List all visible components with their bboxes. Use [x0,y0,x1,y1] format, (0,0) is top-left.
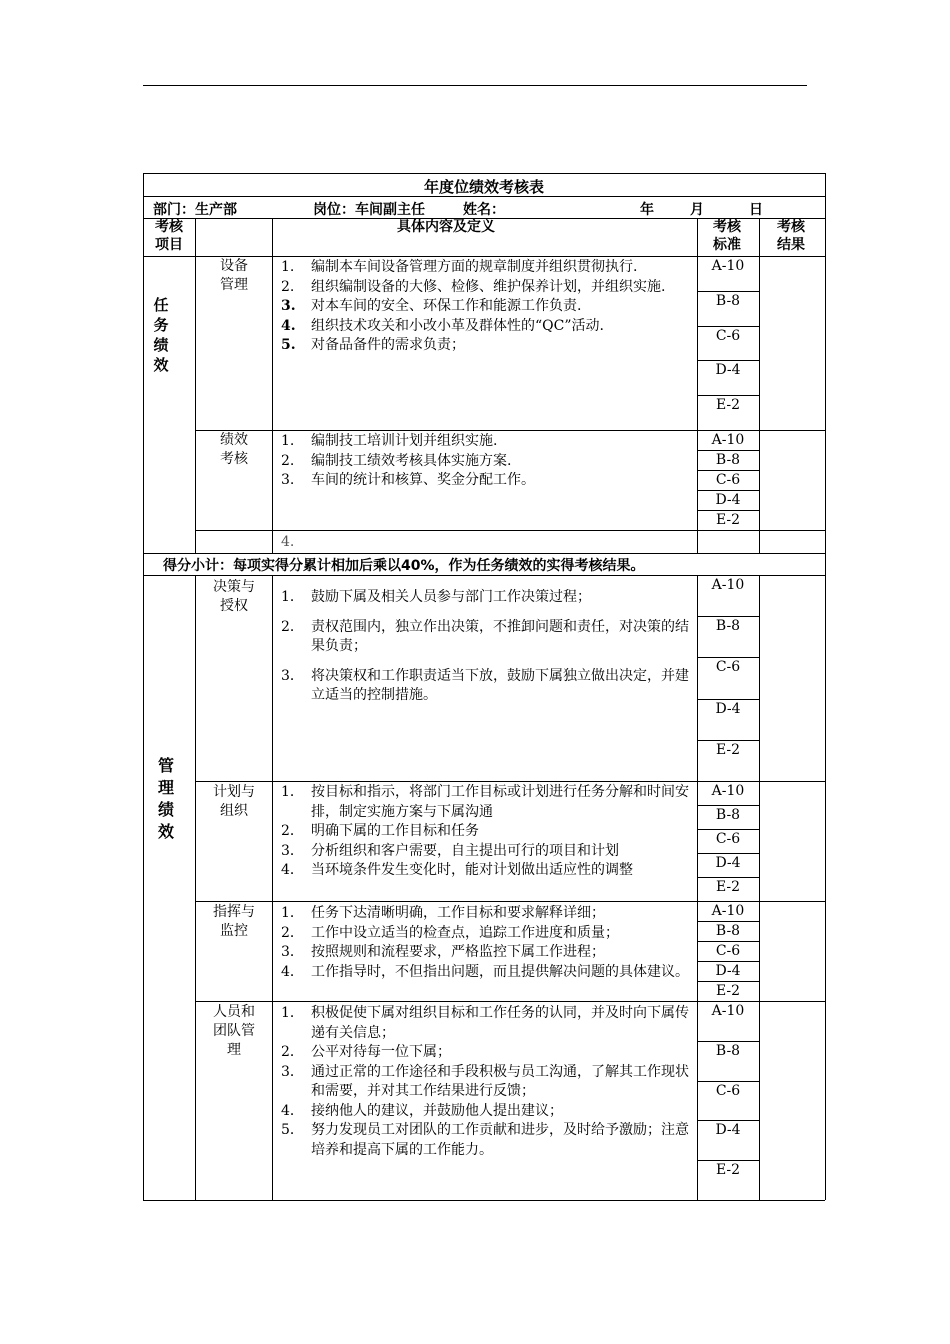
list-item [281,278,693,298]
decision-authorization-items [281,588,693,778]
item-text: 编制技工培训计划并组织实施. [311,433,498,449]
item-text: 组织编制设备的大修、检修、维护保养计划，并组织实施. [311,278,666,295]
department-label: 部门：生产部 [153,202,237,218]
task-performance-label: 任务绩效 [153,296,169,374]
grade-c: C-6 [715,1082,741,1099]
item-text: 任务下达清晰明确，工作目标和要求解释详细； [311,905,605,921]
grade-d: D-4 [715,1122,741,1139]
item-text: 责权范围内，独立作出决策，不推卸问题和责任，对决策的结果负责； [311,618,689,654]
item-text: 对备品备件的需求负责； [311,337,465,353]
section-performance-review: 绩效考核 [220,432,248,467]
item-text: 将决策权和工作职责适当下放，鼓励下属独立做出决定，并建立适当的控制措施。 [311,667,689,703]
extra-item-number: 4. [281,534,295,550]
list-item [281,1121,693,1160]
grade-d: D-4 [715,963,741,979]
list-item [281,667,693,706]
grid-rule [759,218,760,553]
grade-c: C-6 [715,659,741,676]
month-label: 月 [690,202,704,218]
header-rule [143,85,807,86]
performance-review-items [281,432,693,528]
item-text: 按目标和指示，将部门工作目标或计划进行任务分解和时间安排，制定实施方案与下属沟通 [311,784,689,820]
item-number: 1． [281,1005,304,1021]
grid-rule [195,575,196,1200]
item-number: 2． [281,1044,304,1060]
item-number: 3． [281,667,304,684]
item-number: 5. [281,337,296,353]
management-performance-label: 管理绩效 [157,756,174,841]
header-content: 具体内容及定义 [397,219,495,235]
item-number: 1． [281,589,304,605]
list-item [281,822,693,842]
grade-c: C-6 [715,943,741,959]
item-number: 2． [281,618,304,635]
grade-b: B-8 [715,923,741,939]
list-item [281,618,693,657]
item-number: 2. [281,452,295,469]
item-number: 3. [281,298,296,314]
header-result: 考核结果 [777,219,805,253]
grade-e: E-2 [715,512,741,528]
section-decision-authorization: 决策与授权 [213,579,255,614]
list-item [281,336,693,356]
item-text: 分析组织和客户需要，自主提出可行的项目和计划 [311,842,619,859]
grade-b: B-8 [715,292,741,309]
section-planning-organizing: 计划与组织 [213,784,255,819]
grid-rule [272,575,273,1200]
list-item [281,297,693,317]
subtotal-note: 得分小计：每项实得分累计相加后乘以40%，作为任务绩效的实得考核结果。 [163,558,645,574]
header-item: 考核项目 [155,219,183,253]
grade-e: E-2 [715,741,741,758]
item-text: 编制本车间设备管理方面的规章制度并组织贯彻执行. [311,259,638,275]
grid-rule [195,218,196,553]
grade-d: D-4 [715,855,741,871]
list-item [281,258,693,278]
item-number: 1． [281,905,304,921]
grid-rule [143,1200,825,1201]
name-label: 姓名： [463,202,505,218]
list-item [281,1043,693,1063]
item-number: 1. [281,259,295,275]
grade-d: D-4 [715,362,741,379]
section-command-monitoring: 指挥与监控 [213,904,255,939]
year-label: 年 [640,202,654,218]
planning-organizing-items [281,783,693,901]
people-team-management-items [281,1004,693,1194]
grade-a: A-10 [711,577,745,593]
grade-b: B-8 [715,1042,741,1059]
section-equipment-management: 设备管理 [220,258,248,293]
grade-a: A-10 [711,1003,745,1019]
list-item [281,471,693,491]
grade-b: B-8 [715,807,741,823]
item-number: 2． [281,823,304,839]
item-number: 2. [281,278,295,295]
item-text: 明确下属的工作目标和任务 [311,823,479,839]
list-item [281,1063,693,1102]
section-people-team-management: 人员和团队管理 [213,1004,255,1058]
list-item [281,842,693,862]
item-number: 4． [281,1102,304,1119]
grade-c: C-6 [715,472,741,488]
grade-d: D-4 [715,700,741,717]
item-text: 努力发现员工对团队的工作贡献和进步，及时给予激励；注意培养和提高下属的工作能力。 [311,1122,689,1158]
grade-c: C-6 [715,327,741,344]
item-number: 4． [281,963,304,980]
post-label: 岗位：车间副主任 [313,202,425,218]
item-number: 3. [281,472,295,488]
grade-b: B-8 [715,452,741,468]
list-item [281,317,693,337]
grade-e: E-2 [715,879,741,895]
equipment-management-items [281,258,693,428]
list-item [281,904,693,924]
item-text: 当环境条件发生变化时，能对计划做出适应性的调整 [311,862,633,878]
list-item [281,924,693,944]
item-number: 1. [281,433,295,449]
grid-rule [143,553,825,554]
list-item [281,588,693,608]
form-title: 年度位绩效考核表 [423,178,544,196]
grade-a: A-10 [711,783,745,799]
item-text: 按照规则和流程要求，严格监控下属工作进程； [311,944,605,960]
header-standard: 考核标准 [713,219,741,253]
item-text: 对本车间的安全、环保工作和能源工作负责. [311,298,582,314]
list-item [281,432,693,452]
item-number: 3． [281,842,304,859]
item-text: 鼓励下属及相关人员参与部门工作决策过程； [311,589,591,605]
item-number: 3． [281,1063,304,1080]
item-text: 编制技工绩效考核具体实施方案. [311,452,512,469]
performance-appraisal-form [143,173,825,1200]
item-text: 工作中设立适当的检查点，追踪工作进度和质量； [311,924,619,941]
grade-a: A-10 [711,903,745,919]
grade-e: E-2 [715,397,741,414]
list-item [281,943,693,963]
grade-e: E-2 [715,983,741,999]
grade-c: C-6 [715,831,741,847]
list-item [281,783,693,822]
item-text: 车间的统计和核算、奖金分配工作。 [311,472,535,488]
grid-rule [143,173,144,1200]
item-text: 积极促使下属对组织目标和工作任务的认同，并及时向下属传递有关信息； [311,1005,689,1041]
grid-rule [195,530,825,531]
item-number: 2． [281,924,304,941]
grade-a: A-10 [711,258,745,274]
grade-d: D-4 [715,492,741,508]
grid-rule [272,256,273,553]
item-number: 4. [281,317,296,334]
grade-e: E-2 [715,1162,741,1179]
grid-rule [143,173,825,174]
list-item [281,452,693,472]
item-text: 接纳他人的建议，并鼓励他人提出建议； [311,1102,563,1119]
item-number: 5． [281,1122,304,1138]
item-number: 4． [281,862,304,878]
item-text: 组织技术攻关和小改小革及群体性的“QC”活动. [311,317,604,334]
grade-a: A-10 [711,432,745,448]
grade-b: B-8 [715,618,741,635]
day-label: 日 [749,202,763,218]
item-text: 公平对待每一位下属； [311,1044,451,1060]
list-item [281,1102,693,1122]
item-text: 工作指导时，不但指出问题，而且提供解决问题的具体建议。 [311,963,689,980]
grid-rule [825,173,826,1200]
grid-rule [759,575,760,1200]
list-item [281,1004,693,1043]
command-monitoring-items [281,904,693,1000]
list-item [281,861,693,881]
item-number: 1． [281,784,304,800]
grid-rule [143,196,825,197]
item-number: 3． [281,944,304,960]
item-text: 通过正常的工作途径和手段积极与员工沟通，了解其工作现状和需要，并对其工作结果进行反馈； [311,1063,689,1099]
list-item [281,963,693,983]
